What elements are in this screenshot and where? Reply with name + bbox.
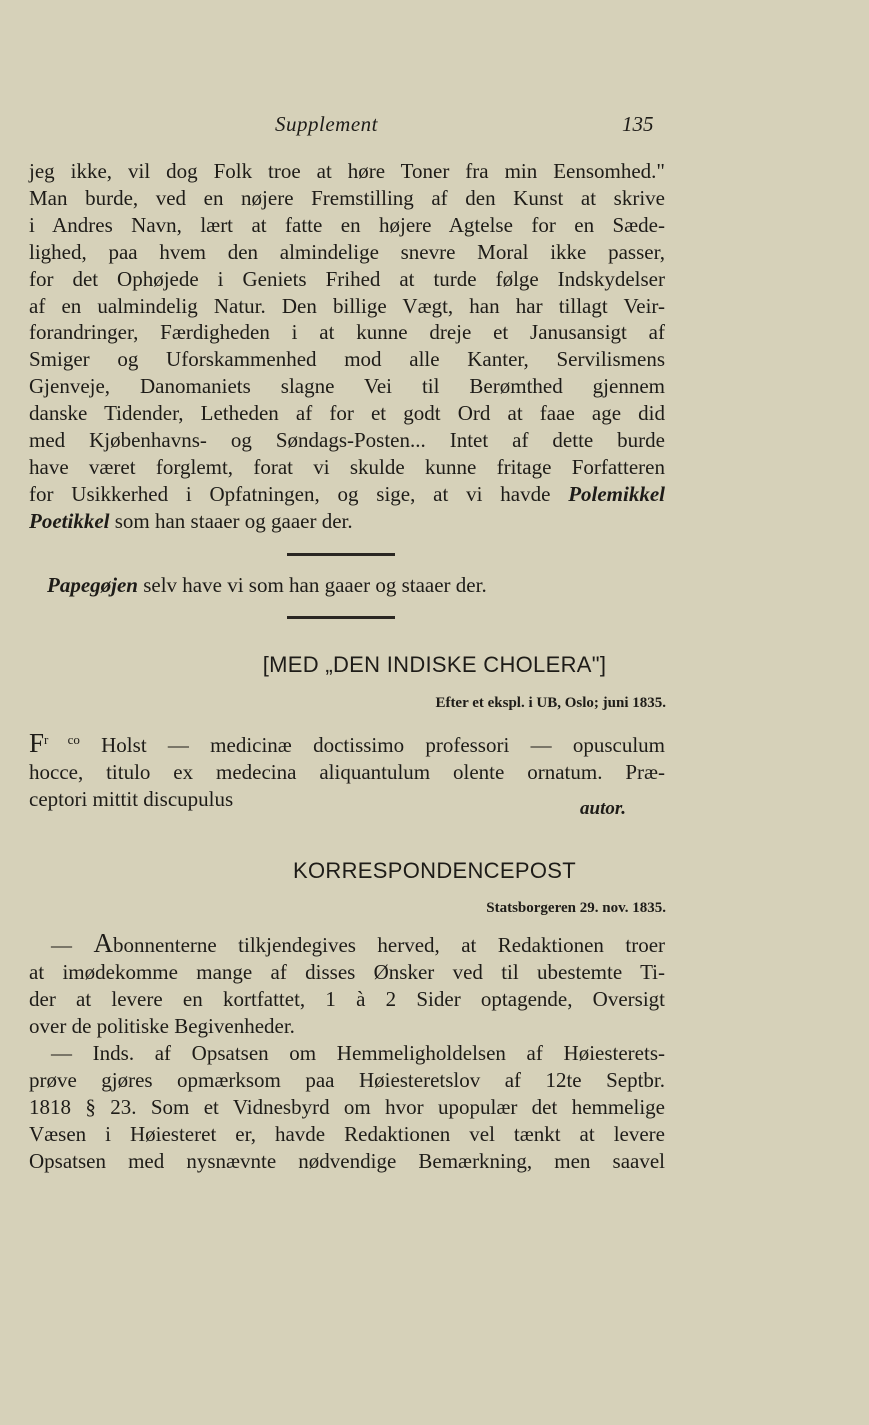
text-line: for det Ophøjede i Geniets Frihed at turde følge Indskydelser [29,266,665,291]
text-span: som han staaer og gaaer der. [109,508,353,533]
italic-term: Polemikkel [568,481,665,506]
text-line: der at levere en kortfattet, 1 à 2 Sider optagende, Oversigt [29,987,665,1011]
divider-rule [287,553,395,556]
text-line: jeg ikke, vil dog Folk troe at høre Toner fra min Eensomhed." [29,159,665,183]
signature: autor. [580,798,626,819]
page-header [0,112,869,140]
text-line: — Inds. af Opsatsen om Hemmeligholdelsen af Høiesterets- [51,1041,665,1065]
text-span: — [51,933,94,957]
text-line: over de politiske Begivenheder. [29,1014,295,1038]
text-line [29,481,665,508]
source-note: Statsborgeren 29. nov. 1835. [486,900,666,916]
text-line: af en ualmindelig Natur. Den billige Vægt, han har tillagt Veir- [29,293,665,318]
text-line: danske Tidender, Letheden af for et godt Ord at faae age did [29,401,665,426]
page-number: 135 [622,112,654,136]
text-line: forandringer, Færdigheden i at kunne dreje et Janusansigt af [29,320,665,345]
text-line: ceptori mittit discupulus [29,787,234,811]
superscript: r co [44,732,80,747]
quote-line [47,573,487,598]
text-span: bonnenterne tilkjendegives herved, at Redaktionen troer [112,933,666,957]
text-span: Holst — medicinæ doctissimo professori — opusculum [79,733,665,757]
text-line [29,726,665,759]
text-span: for Usikkerhed i Opfatningen, og sige, at vi havde [29,481,569,506]
text-line: have været forglemt, forat vi skulde kunne fritage Forfatteren [29,454,665,479]
text-line: Opsatsen med nysnævnte nødvendige Bemærkning, men saavel [29,1149,665,1173]
text-line: Smiger og Uforskammenhed mod alle Kanter, Servilismens [29,347,665,372]
text-line: at imødekomme mange af disses Ønsker ved til ubestemte Ti- [29,960,665,984]
text-line: Gjenveje, Danomaniets slagne Vei til Berømthed gjennem [29,374,665,399]
divider-rule [287,616,395,619]
section-heading: KORRESPONDENCEPOST [293,858,576,883]
text-line: prøve gjøres opmærksom paa Høiesteretslov af 12te Septbr. [29,1068,665,1092]
initial-letter: F [29,728,45,758]
section-heading: [MED „DEN INDISKE CHOLERA"] [262,652,607,677]
text-span: selv have vi som han gaaer og staaer der. [137,573,487,597]
text-line [29,930,665,959]
text-line: 1818 § 23. Som et Vidnesbyrd om hvor upopulær det hemmelige [29,1095,665,1119]
paragraph-notice [29,1040,665,1175]
text-line: Man burde, ved en nøjere Fremstilling af den Kunst at skrive [29,185,665,210]
text-line: lighed, paa hvem den almindelige snevre Moral ikke passer, [29,239,665,264]
paragraph-announcement [29,930,665,1040]
italic-term: Papegøjen [47,573,138,597]
initial-letter: A [93,928,113,958]
text-line: hocce, titulo ex medecina aliquantulum olente ornatum. Præ- [29,760,665,784]
running-title: Supplement [275,112,378,136]
text-line [29,508,665,535]
text-line: med Kjøbenhavns- og Søndags-Posten... Intet af dette burde [29,428,665,453]
dedication [29,726,665,813]
text-line: Væsen i Høiesteret er, havde Redaktionen vel tænkt at levere [29,1122,665,1146]
italic-term: Poetikkel [29,508,110,533]
source-note: Efter et ekspl. i UB, Oslo; juni 1835. [435,695,666,711]
text-line: i Andres Navn, lært at fatte en højere Agtelse for en Sæde- [29,212,665,237]
paragraph-1 [29,158,665,535]
